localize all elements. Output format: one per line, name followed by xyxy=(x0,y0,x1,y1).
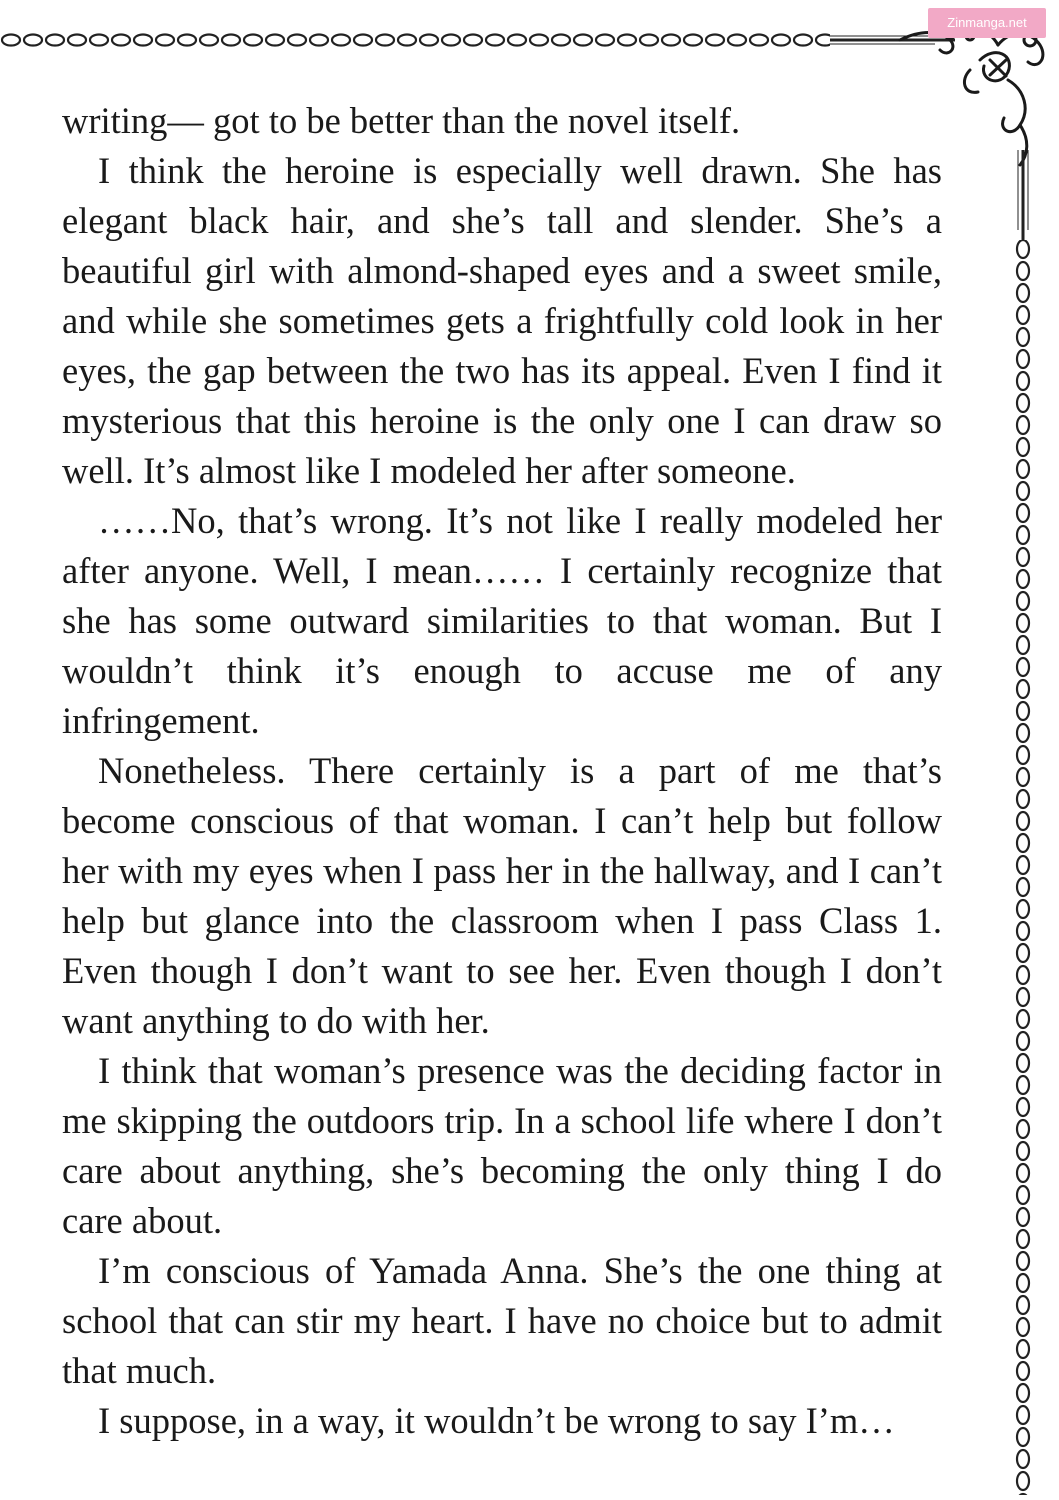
paragraph: ……No, that’s wrong. It’s not like I really modeled her after anyone. Well, I mean…… I certainly recognize that she has some outward similarities to that woman. But I wouldn’t think it’s enough to accuse me of any infringement. xyxy=(62,500,942,741)
chain-border-right xyxy=(1008,150,1038,1495)
chain-border-top xyxy=(0,30,960,50)
paragraph: I think the heroine is especially well drawn. She has elegant black hair, and she’s tall and slender. She’s a beautiful girl with almond-shaped eyes and a sweet smile, and while she sometimes gets a frightfully cold look in her eyes, the gap between the two has its appeal. Even I find it mysterious that this heroine is the only one I can draw so well. It’s almost like I modeled her after someone. xyxy=(62,150,942,491)
watermark-badge: Zinmanga.net xyxy=(928,8,1046,38)
paragraph: Nonetheless. There certainly is a part of me that’s become conscious of that woman. I can’t help but follow her with my eyes when I pass her in the hallway, and I can’t help but glance into the classroom when I pass Class 1. Even though I don’t want to see her. Even though I don’t want anything to do with her. xyxy=(62,750,942,1041)
body-text xyxy=(62,96,942,1446)
paragraph: I’m conscious of Yamada Anna. She’s the one thing at school that can stir my heart. I have no choice but to admit that much. xyxy=(62,1250,942,1391)
paragraph: writing— got to be better than the novel itself. xyxy=(62,100,741,141)
paragraph: I suppose, in a way, it wouldn’t be wrong to say I’m… xyxy=(98,1400,895,1441)
paragraph: I think that woman’s presence was the deciding factor in me skipping the outdoors trip. In a school life where I don’t care about anything, she’s becoming the only thing I do care about. xyxy=(62,1050,942,1241)
